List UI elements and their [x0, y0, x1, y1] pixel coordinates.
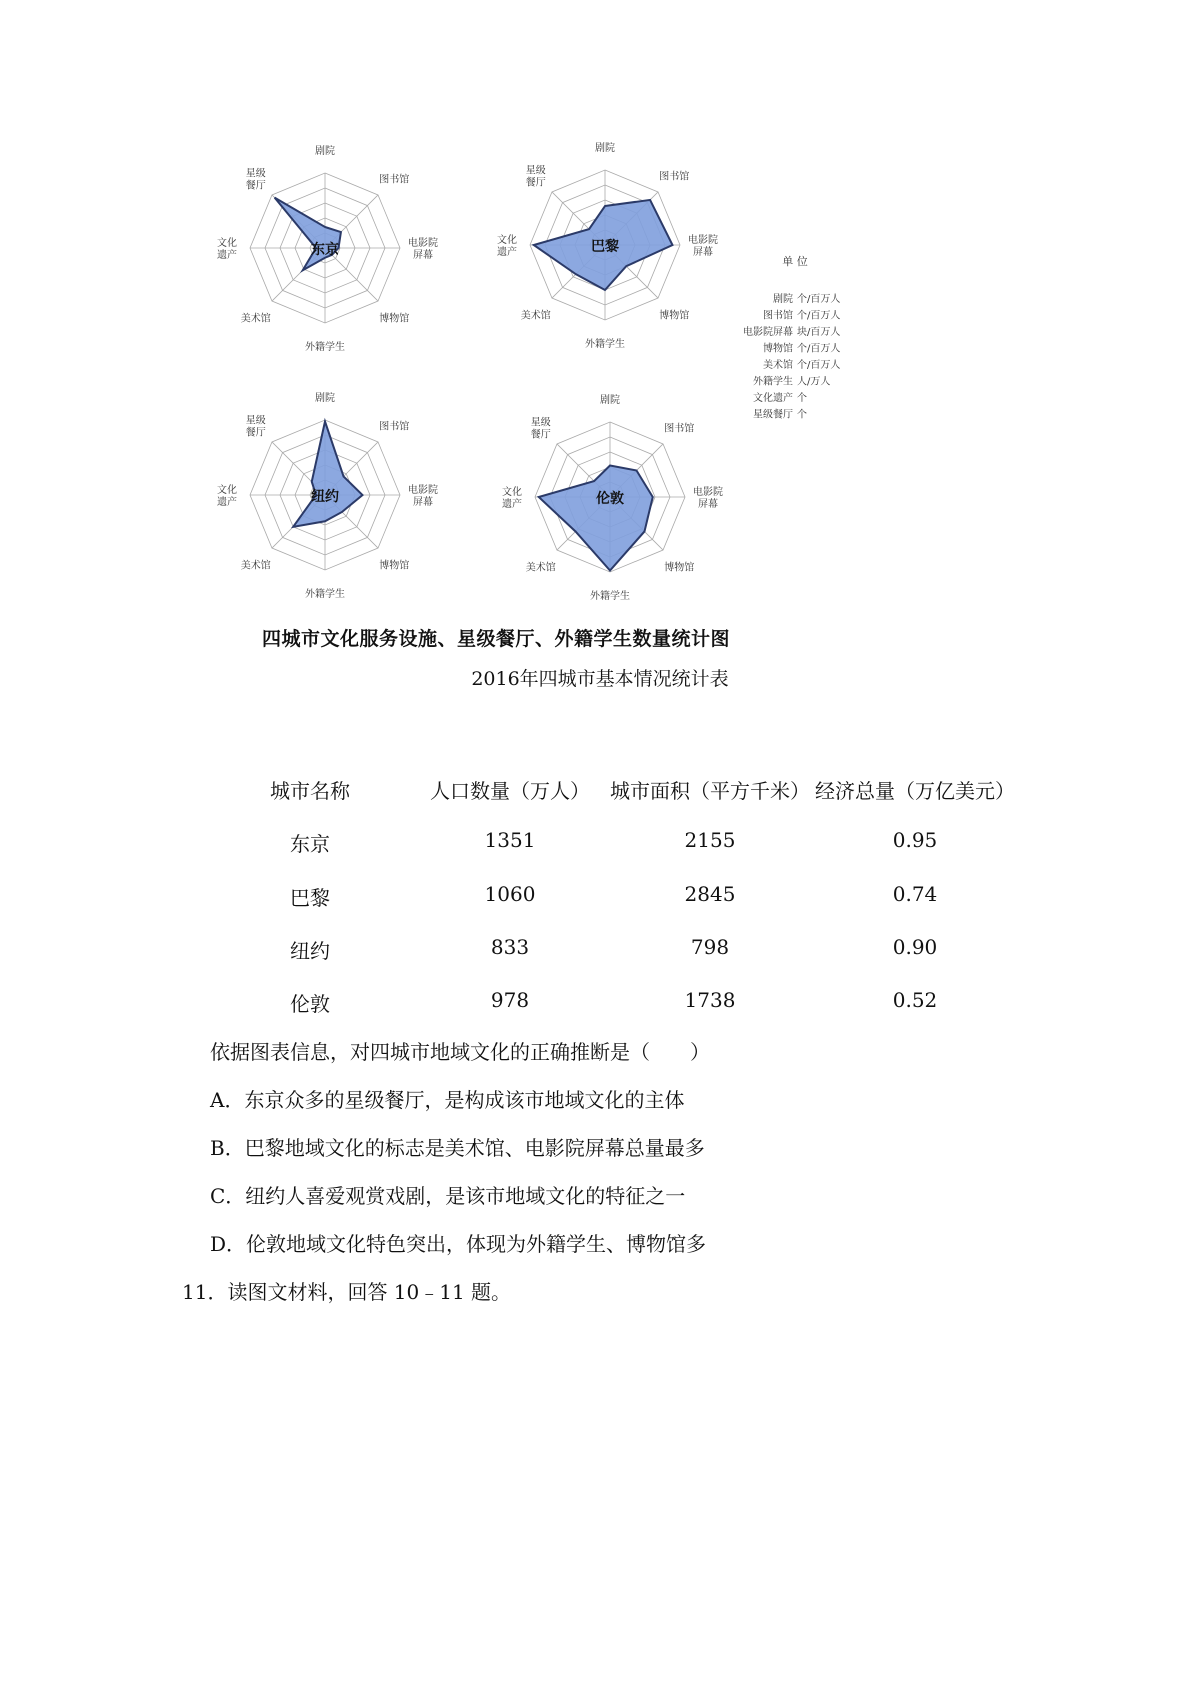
option-c[interactable]: C．纽约人喜爱观赏戏剧，是该市地域文化的特征之一 [210, 1184, 686, 1208]
axis-label [305, 587, 345, 600]
axis-label-line: 星级 [245, 415, 266, 427]
axis-label-line: 剧院 [315, 393, 335, 404]
axis-label [659, 170, 689, 183]
axis-label [659, 308, 689, 321]
city-label: 伦敦 [596, 491, 624, 507]
axis-label [497, 233, 517, 258]
axis-label [246, 168, 266, 192]
cell-population: 1060 [484, 882, 536, 906]
axis-label [585, 337, 625, 350]
units-title: 单 位 [782, 255, 808, 268]
unit-value: 个/百万人 [797, 294, 841, 305]
option-b[interactable]: B．巴黎地域文化的标志是美术馆、电影院屏幕总量最多 [210, 1136, 705, 1160]
units-legend [743, 255, 840, 421]
cell-population: 833 [490, 935, 530, 959]
axis-label-line: 屏幕 [413, 497, 433, 508]
axis-label-line: 电影院 [408, 485, 438, 496]
axis-label-line: 图书馆 [664, 423, 695, 435]
axis-label-line: 美术馆 [240, 313, 271, 325]
axis-label [526, 560, 556, 573]
axis-label-line: 美术馆 [240, 560, 271, 572]
axis-label-line: 外籍学生 [590, 591, 630, 602]
header-population: 人口数量（万人） [430, 779, 590, 803]
unit-value: 个/百万人 [797, 343, 841, 355]
axis-label-line: 美术馆 [525, 562, 556, 574]
axis-label-line: 屏幕 [698, 499, 718, 510]
unit-name: 电影院屏幕 [743, 327, 793, 338]
cell-area: 2155 [684, 828, 736, 852]
unit-name: 外籍学生 [753, 376, 793, 388]
cell-economy: 0.90 [892, 935, 938, 959]
unit-name: 文化遗产 [753, 393, 793, 404]
radar-chart [497, 141, 718, 350]
unit-name: 星级餐厅 [753, 409, 793, 421]
axis-label [305, 340, 345, 353]
axis-label [531, 417, 551, 441]
axis-label-line: 星级 [530, 417, 551, 429]
axis-label-line: 餐厅 [530, 429, 551, 441]
axis-label-line: 博物馆 [664, 562, 695, 574]
unit-value: 人/万人 [797, 376, 831, 388]
axis-label-line: 餐厅 [245, 180, 266, 192]
axis-label [408, 236, 438, 261]
table-row [0, 828, 1200, 858]
axis-label-line: 图书馆 [659, 171, 690, 183]
unit-value: 个/百万人 [797, 360, 841, 371]
axis-label [379, 420, 409, 433]
header-economy: 经济总量（万亿美元） [815, 779, 1015, 803]
radar-chart [217, 391, 438, 600]
cell-city: 纽约 [290, 939, 330, 963]
axis-label-line: 外籍学生 [585, 339, 625, 350]
header-area: 城市面积（平方千米） [610, 779, 810, 803]
axis-label-line: 电影院 [688, 235, 718, 246]
axis-label [315, 391, 335, 404]
radar-chart [502, 393, 723, 602]
city-label: 巴黎 [591, 239, 619, 255]
axis-label-line: 星级 [525, 165, 546, 177]
cell-area: 2845 [684, 882, 736, 906]
axis-label-line: 美术馆 [520, 310, 551, 322]
axis-label-line: 文化 [502, 487, 522, 498]
city-label: 纽约 [311, 489, 339, 505]
table-title: 2016年四城市基本情况统计表 [471, 668, 729, 690]
axis-label [246, 415, 266, 439]
axis-label [315, 144, 335, 157]
table-header-row [0, 775, 1200, 805]
cell-city: 东京 [290, 832, 330, 856]
unit-name: 剧院 [773, 294, 793, 305]
axis-label-line: 文化 [497, 235, 517, 246]
axis-label-line: 剧院 [600, 395, 620, 406]
axis-label [600, 393, 620, 406]
question-stem: 依据图表信息，对四城市地域文化的正确推断是（ ） [210, 1040, 710, 1064]
axis-label-line: 剧院 [595, 143, 615, 154]
cell-city: 巴黎 [290, 886, 330, 910]
option-d[interactable]: D．伦敦地域文化特色突出，体现为外籍学生、博物馆多 [210, 1232, 707, 1256]
axis-label-line: 电影院 [693, 487, 723, 498]
unit-name: 美术馆 [763, 360, 793, 371]
unit-name: 图书馆 [763, 310, 793, 322]
table-row [0, 988, 1200, 1018]
axis-label [241, 558, 271, 571]
axis-label-line: 图书馆 [379, 174, 410, 186]
cell-city: 伦敦 [290, 992, 330, 1016]
cell-economy: 0.52 [892, 988, 938, 1012]
unit-value: 个 [797, 409, 807, 421]
next-question: 11．读图文材料，回答 10﹣11 题。 [182, 1280, 512, 1304]
axis-label-line: 剧院 [315, 146, 335, 157]
radar-charts-figure [195, 140, 975, 660]
unit-value: 块/百万人 [797, 327, 841, 338]
axis-label [379, 558, 409, 571]
axis-label-line: 星级 [245, 168, 266, 180]
axis-label-line: 餐厅 [525, 177, 546, 189]
axis-label [664, 560, 694, 573]
cell-area: 1738 [684, 988, 736, 1012]
city-label: 东京 [311, 242, 339, 258]
axis-label [590, 589, 630, 602]
header-city: 城市名称 [270, 779, 350, 803]
axis-label-line: 遗产 [217, 250, 237, 261]
axis-label [379, 311, 409, 324]
axis-label-line: 遗产 [217, 497, 237, 508]
axis-label [217, 236, 237, 261]
radar-chart [217, 144, 438, 353]
axis-label [241, 311, 271, 324]
table-row [0, 882, 1200, 912]
cell-economy: 0.74 [892, 882, 938, 906]
cell-area: 798 [690, 935, 730, 959]
axis-label-line: 外籍学生 [305, 589, 345, 600]
cell-population: 1351 [484, 828, 536, 852]
axis-label-line: 遗产 [502, 499, 522, 510]
unit-value: 个/百万人 [797, 310, 841, 322]
unit-value: 个 [797, 393, 807, 404]
axis-label-line: 博物馆 [379, 560, 410, 572]
series-polygon [539, 466, 653, 571]
axis-label [595, 141, 615, 154]
axis-label-line: 餐厅 [245, 427, 266, 439]
axis-label [664, 422, 694, 435]
axis-label [688, 233, 718, 258]
axis-label-line: 电影院 [408, 238, 438, 249]
axis-label [526, 165, 546, 189]
axis-label [693, 485, 723, 510]
figure-caption: 四城市文化服务设施、星级餐厅、外籍学生数量统计图 [262, 628, 731, 650]
table-row [0, 935, 1200, 965]
axis-label-line: 博物馆 [379, 313, 410, 325]
axis-label [217, 483, 237, 508]
axis-label [408, 483, 438, 508]
axis-label-line: 文化 [217, 238, 237, 249]
axis-label-line: 屏幕 [693, 247, 713, 258]
cell-economy: 0.95 [892, 828, 938, 852]
option-a[interactable]: A．东京众多的星级餐厅，是构成该市地域文化的主体 [210, 1088, 685, 1112]
axis-label-line: 遗产 [497, 247, 517, 258]
axis-label [502, 485, 522, 510]
unit-name: 博物馆 [763, 343, 793, 355]
axis-label [379, 173, 409, 186]
axis-label-line: 图书馆 [379, 421, 410, 433]
axis-label [521, 308, 551, 321]
cell-population: 978 [490, 988, 530, 1012]
axis-label-line: 文化 [217, 485, 237, 496]
axis-label-line: 外籍学生 [305, 342, 345, 353]
axis-label-line: 博物馆 [659, 310, 690, 322]
axis-label-line: 屏幕 [413, 250, 433, 261]
